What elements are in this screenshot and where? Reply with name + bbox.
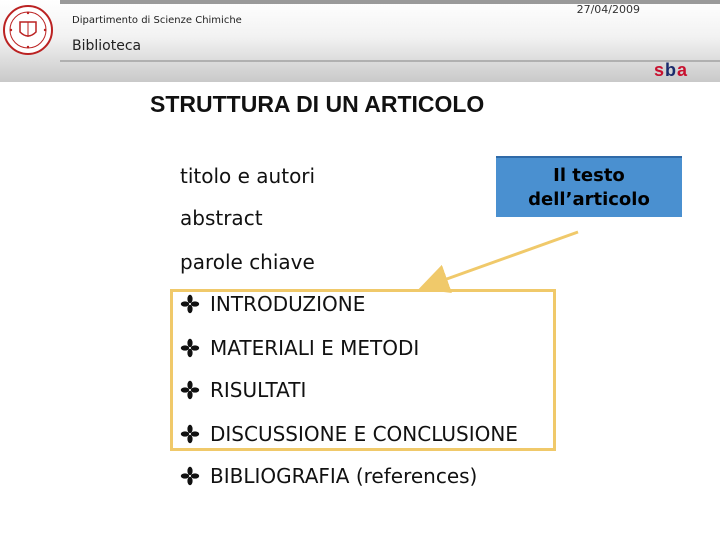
bullet-item [180,378,306,402]
callout-line-1: Il testo [553,165,625,186]
section-name: Biblioteca [72,38,142,54]
bullet-item [180,422,518,446]
bullet-label: INTRODUZIONE [210,292,366,316]
slide-date: 27/04/2009 [576,3,640,16]
diamond-bullet-icon [180,466,200,486]
svg-text:s: s [654,60,665,80]
svg-text:b: b [665,60,676,80]
bullet-item [180,464,477,488]
bullet-item [180,336,419,360]
bullet-label: BIBLIOGRAFIA (references) [210,464,478,488]
bullet-label: MATERIALI E METODI [210,336,420,360]
slide-title: STRUTTURA DI UN ARTICOLO [150,91,485,117]
svg-text:a: a [677,60,688,80]
department-name: Dipartimento di Scienze Chimiche [72,15,242,26]
plain-item-abstract: abstract [180,206,263,230]
header-underline [60,60,720,62]
bullet-label: DISCUSSIONE E CONCLUSIONE [210,422,518,446]
plain-item-keywords: parole chiave [180,250,315,274]
diamond-bullet-icon [180,380,200,400]
university-seal-icon [2,4,54,56]
bullet-label: RISULTATI [210,378,307,402]
callout-box [496,156,682,217]
bullet-item [180,292,365,316]
diamond-bullet-icon [180,294,200,314]
plain-item-title-authors: titolo e autori [180,164,316,188]
diamond-bullet-icon [180,424,200,444]
callout-line-2: dell’articolo [528,189,650,210]
diamond-bullet-icon [180,338,200,358]
sba-logo-icon [652,57,692,81]
